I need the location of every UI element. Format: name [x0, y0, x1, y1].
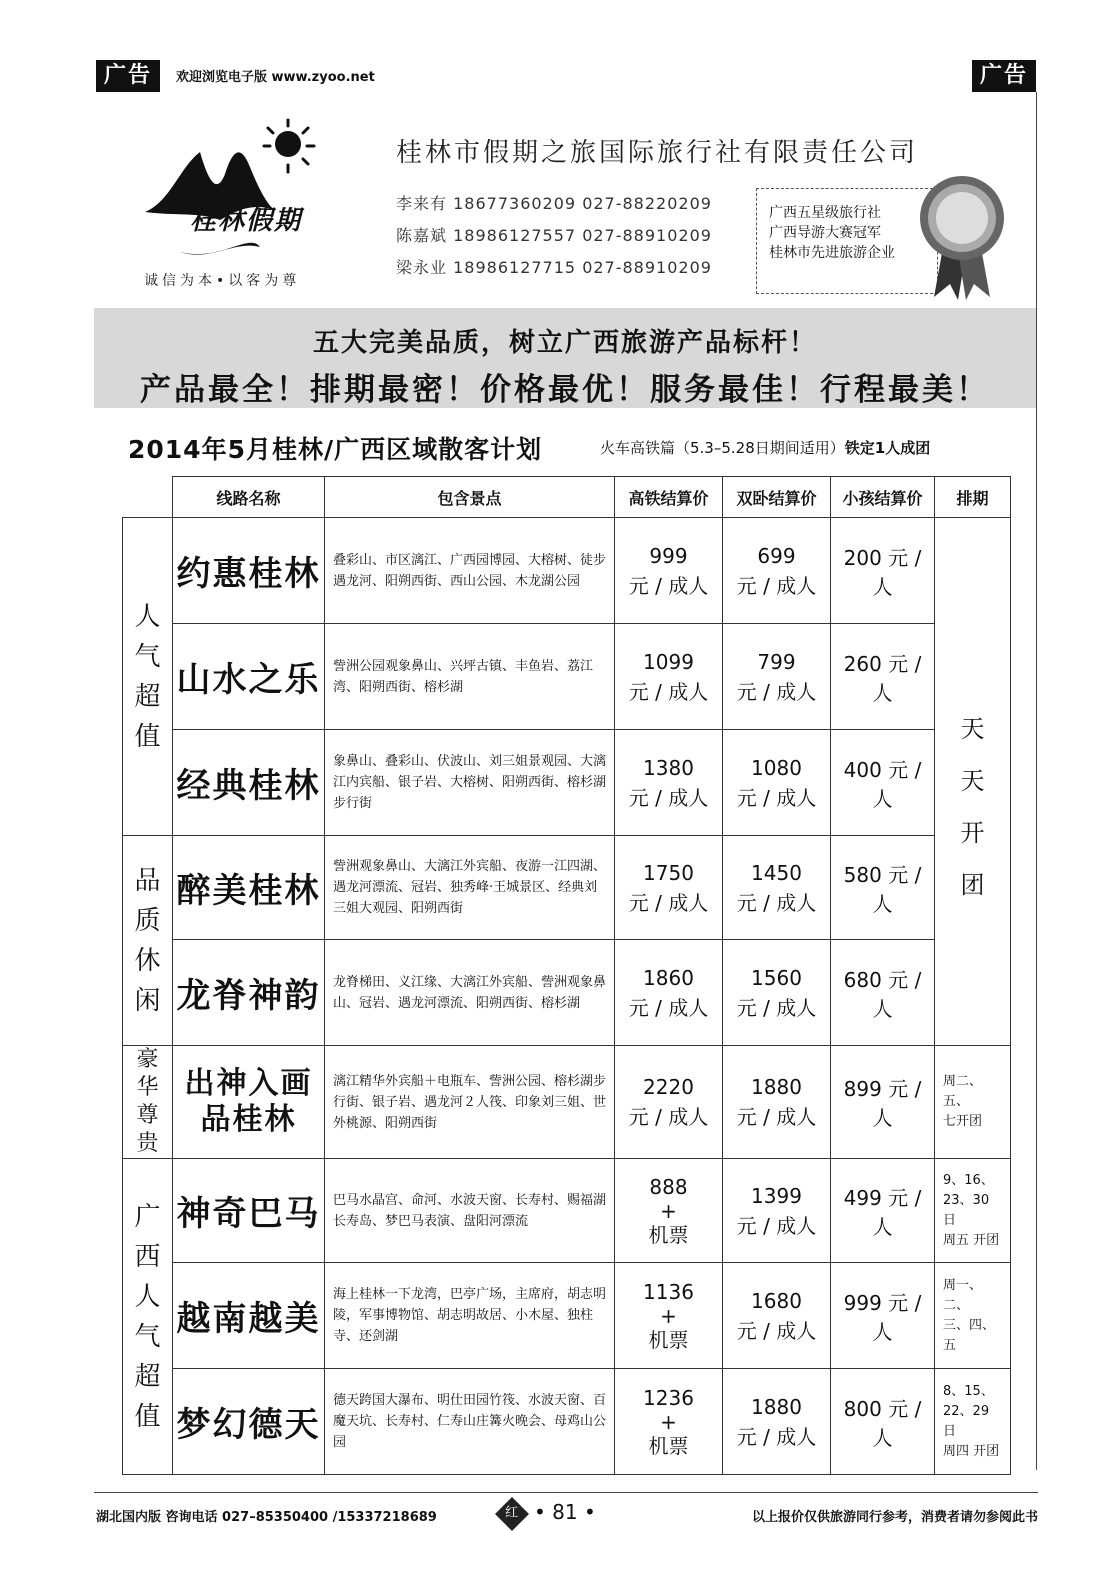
child-price	[831, 518, 935, 624]
rail-price	[615, 1369, 723, 1475]
route-name: 越南越美	[173, 1263, 325, 1369]
price-unit: 元 / 人	[872, 545, 922, 599]
logo-mountains-sun-icon	[140, 112, 360, 272]
table-row[interactable]	[123, 518, 1011, 624]
price-value: 499	[843, 1185, 882, 1210]
price-value: 1236	[643, 1385, 694, 1410]
plan-subtitle	[600, 437, 930, 458]
price-unit: 元 / 人	[872, 651, 922, 705]
contact-row	[396, 220, 712, 252]
price-unit: 元 / 人	[872, 1290, 922, 1344]
price-value: 1560	[751, 965, 802, 990]
sleeper-price	[723, 624, 831, 730]
contact-mobile[interactable]: 18677360209	[453, 194, 577, 213]
contact-name: 李来有	[396, 194, 448, 213]
price-value: 1136	[643, 1279, 694, 1304]
child-price	[831, 1369, 935, 1475]
rail-price	[615, 1263, 723, 1369]
ad-label-left: 广告	[96, 60, 160, 92]
header-category	[123, 477, 173, 518]
rail-price	[615, 730, 723, 836]
price-unit: 元 / 成人	[628, 785, 709, 810]
contact-row	[396, 188, 712, 220]
sleeper-price	[723, 1046, 831, 1159]
rail-price	[615, 1159, 723, 1263]
page-badge-label: 红	[505, 1505, 519, 1521]
route-name: 醉美桂林	[173, 836, 325, 940]
route-spots: 象鼻山、叠彩山、伏波山、刘三姐景观园、大漓江内宾船、银子岩、大榕树、阳朔西街、榕杉湖步行街	[325, 730, 615, 836]
rail-price	[615, 518, 723, 624]
company-name: 桂林市假期之旅国际旅行社有限责任公司	[396, 138, 919, 168]
schedule-line: 23、30 日	[943, 1192, 990, 1228]
sleeper-price	[723, 518, 831, 624]
awards-list	[769, 203, 895, 263]
price-unit: 元 / 成人	[736, 785, 817, 810]
sleeper-price	[723, 730, 831, 836]
price-unit: 元 / 人	[872, 862, 922, 916]
category-label: 人气超值	[134, 601, 161, 752]
page-number: • 81 •	[534, 1500, 596, 1524]
price-unit: 元 / 成人	[628, 1105, 709, 1129]
route-spots: 龙脊梯田、义江缘、大漓江外宾船、訾洲观象鼻山、冠岩、遇龙河漂流、阳朔西街、榕杉湖	[325, 940, 615, 1046]
price-value: 1860	[643, 965, 694, 990]
price-unit: 元 / 成人	[736, 1424, 817, 1449]
child-price	[831, 1159, 935, 1263]
route-name	[173, 1046, 325, 1159]
route-schedule	[935, 1263, 1011, 1369]
price-unit: 元 / 人	[872, 967, 922, 1021]
price-plus: +	[660, 1409, 677, 1434]
route-name: 神奇巴马	[173, 1159, 325, 1263]
child-price	[831, 940, 935, 1046]
route-spots: 德天跨国大瀑布、明仕田园竹筏、水波天窗、百魔天坑、长寿村、仁寿山庄篝火晚会、母鸡山公园	[325, 1369, 615, 1475]
contact-tel[interactable]: 027-88910209	[582, 258, 712, 277]
price-plus: +	[660, 1303, 677, 1328]
category-label: 广西人气超值	[134, 1201, 161, 1432]
price-value: 1750	[643, 860, 694, 885]
welcome-text[interactable]: 欢迎浏览电子版 www.zyoo.net	[176, 70, 375, 85]
child-price	[831, 1046, 935, 1159]
schedule-line: 9、16、	[943, 1172, 994, 1188]
price-plus: +	[660, 1198, 677, 1223]
table-row[interactable]	[123, 730, 1011, 836]
price-value: 400	[843, 757, 882, 782]
price-unit: 元 / 成人	[736, 679, 817, 704]
price-value: 1680	[751, 1288, 802, 1313]
price-value: 1380	[643, 755, 694, 780]
company-motto: 诚信为本•以客为尊	[144, 273, 301, 289]
price-value: 1450	[751, 860, 802, 885]
header-schedule: 排期	[935, 477, 1011, 518]
awards-box	[756, 188, 938, 294]
price-unit: 元 / 人	[872, 1077, 922, 1130]
rail-price	[615, 836, 723, 940]
price-unit: 元 / 成人	[736, 890, 817, 915]
route-name: 梦幻德天	[173, 1369, 325, 1475]
route-name: 经典桂林	[173, 730, 325, 836]
award-medal-icon	[914, 172, 1010, 302]
contact-tel[interactable]: 027-88910209	[582, 226, 712, 245]
rail-price	[615, 940, 723, 1046]
page-number-value: 81	[552, 1500, 578, 1524]
schedule-daily-label: 天天开团	[960, 714, 985, 899]
sleeper-price	[723, 1159, 831, 1263]
category-label: 豪华尊贵	[136, 1047, 159, 1156]
category-quality-leisure	[123, 836, 173, 1046]
price-value: 260	[843, 651, 882, 676]
banner-line-2: 产品最全！排期最密！价格最优！服务最佳！行程最美！	[140, 372, 990, 408]
price-value: 1099	[643, 649, 694, 674]
price-unit: 元 / 成人	[736, 1213, 817, 1238]
price-unit: 元 / 成人	[736, 1105, 817, 1129]
banner-line-1: 五大完美品质，树立广西旅游产品标杆！	[312, 328, 817, 358]
route-name: 山水之乐	[173, 624, 325, 730]
price-value: 999	[843, 1290, 882, 1315]
contact-tel[interactable]: 027-88220209	[582, 194, 712, 213]
schedule-line: 三、四、五	[943, 1317, 996, 1353]
schedule-line: 周一、二、	[943, 1277, 983, 1313]
header-child-price: 小孩结算价	[831, 477, 935, 518]
price-unit: 元 / 成人	[628, 995, 709, 1020]
schedule-line: 七开团	[943, 1114, 983, 1129]
header-sleeper-price: 双卧结算价	[723, 477, 831, 518]
route-spots: 巴马水晶宫、命河、水波天窗、长寿村、赐福湖长寿岛、梦巴马表演、盘阳河漂流	[325, 1159, 615, 1263]
award-item: 广西五星级旅行社	[769, 205, 881, 221]
price-value: 1080	[751, 755, 802, 780]
price-unit: 元 / 人	[872, 1396, 922, 1450]
price-value: 888	[649, 1174, 688, 1199]
price-unit: 元 / 成人	[736, 1318, 817, 1343]
route-spots: 漓江精华外宾船＋电瓶车、訾洲公园、榕杉湖步行街、银子岩、遇龙河２人筏、印象刘三姐、世外桃源、阳朔西街	[325, 1046, 615, 1159]
price-value: 999	[649, 543, 688, 568]
table-row[interactable]	[123, 1263, 1011, 1369]
table-header-row	[123, 477, 1011, 518]
price-value: 580	[843, 862, 882, 887]
ad-label-right: 广告	[972, 60, 1036, 92]
contact-name: 陈嘉斌	[396, 226, 448, 245]
slogan-banner	[94, 308, 1036, 408]
contact-row	[396, 252, 712, 284]
child-price	[831, 624, 935, 730]
price-airfare: 机票	[648, 1327, 689, 1352]
price-unit: 元 / 成人	[628, 573, 709, 598]
category-label: 品质休闲	[134, 865, 161, 1016]
contact-mobile[interactable]: 18986127557	[453, 226, 577, 245]
table-row[interactable]	[123, 624, 1011, 730]
company-logo	[140, 112, 360, 292]
schedule-daily	[935, 518, 1011, 1046]
child-price	[831, 836, 935, 940]
route-schedule	[935, 1046, 1011, 1159]
plan-subtitle-period: 火车高铁篇（5.3–5.28日期间适用）	[600, 439, 845, 457]
price-value: 899	[843, 1077, 882, 1101]
route-name-line: 品桂林	[200, 1102, 297, 1137]
route-spots: 訾洲观象鼻山、大漓江外宾船、夜游一江四湖、遇龙河漂流、冠岩、独秀峰·王城景区、经典刘三姐大观园、阳朔西街	[325, 836, 615, 940]
price-value: 1880	[751, 1075, 802, 1099]
price-unit: 元 / 成人	[736, 995, 817, 1020]
category-guangxi-popular	[123, 1159, 173, 1475]
right-margin-line	[1036, 92, 1037, 1470]
price-value: 1399	[751, 1183, 802, 1208]
route-spots: 海上桂林一下龙湾，巴亭广场，主席府，胡志明陵，军事博物馆、胡志明故居、小木屋、独柱寺、还剑湖	[325, 1263, 615, 1369]
table-row[interactable]	[123, 940, 1011, 1046]
table-row[interactable]	[123, 1159, 1011, 1263]
table-row[interactable]	[123, 1046, 1011, 1159]
route-name-line: 出神入画	[184, 1066, 313, 1101]
page-badge-icon	[495, 1497, 529, 1531]
page-number-block	[500, 1500, 610, 1530]
header-spots: 包含景点	[325, 477, 615, 518]
contact-name: 梁永业	[396, 258, 448, 277]
rail-price	[615, 624, 723, 730]
award-item: 桂林市先进旅游企业	[769, 245, 895, 261]
child-price	[831, 730, 935, 836]
route-spots: 叠彩山、市区漓江、广西园博园、大榕树、徒步遇龙河、阳朔西街、西山公园、木龙湖公园	[325, 518, 615, 624]
route-name: 龙脊神韵	[173, 940, 325, 1046]
route-schedule	[935, 1159, 1011, 1263]
price-value: 800	[843, 1396, 882, 1421]
category-popular-value	[123, 518, 173, 836]
price-airfare: 机票	[648, 1433, 689, 1458]
schedule-line: 周二、五、	[943, 1074, 983, 1109]
price-value: 200	[843, 545, 882, 570]
footer-divider	[94, 1492, 1038, 1493]
table-row[interactable]	[123, 1369, 1011, 1475]
contact-mobile[interactable]: 18986127715	[453, 258, 577, 277]
route-schedule	[935, 1369, 1011, 1475]
footer-disclaimer: 以上报价仅供旅游同行参考，消费者请勿参阅此书	[751, 1510, 1038, 1525]
logo-text: 桂林假期	[190, 206, 303, 236]
category-luxury	[123, 1046, 173, 1159]
header-rail-price: 高铁结算价	[615, 477, 723, 518]
child-price	[831, 1263, 935, 1369]
schedule-line: 周五 开团	[943, 1232, 1000, 1248]
sleeper-price	[723, 836, 831, 940]
header-route: 线路名称	[173, 477, 325, 518]
plan-subtitle-guarantee: 铁定1人成团	[844, 439, 931, 457]
rail-price	[615, 1046, 723, 1159]
price-airfare: 机票	[648, 1222, 689, 1247]
price-unit: 元 / 成人	[628, 679, 709, 704]
tour-price-table	[122, 476, 1011, 1475]
award-item: 广西导游大赛冠军	[769, 225, 881, 241]
price-unit: 元 / 人	[872, 1185, 922, 1239]
price-value: 699	[757, 543, 796, 568]
sleeper-price	[723, 1263, 831, 1369]
price-value: 2220	[643, 1075, 694, 1099]
price-value: 680	[843, 967, 882, 992]
price-value: 1880	[751, 1394, 802, 1419]
price-unit: 元 / 成人	[736, 573, 817, 598]
price-value: 799	[757, 649, 796, 674]
schedule-line: 22、29 日	[943, 1403, 990, 1439]
route-name: 约惠桂林	[173, 518, 325, 624]
schedule-line: 8、15、	[943, 1383, 994, 1399]
table-row[interactable]	[123, 836, 1011, 940]
schedule-line: 周四 开团	[943, 1443, 1000, 1459]
sleeper-price	[723, 940, 831, 1046]
price-unit: 元 / 成人	[628, 890, 709, 915]
route-spots: 訾洲公园观象鼻山、兴坪古镇、丰鱼岩、荔江湾、阳朔西街、榕杉湖	[325, 624, 615, 730]
price-unit: 元 / 人	[872, 757, 922, 811]
plan-title: 2014年5月桂林/广西区域散客计划	[128, 435, 543, 464]
footer-contact: 湖北国内版 咨询电话 027–85350400 /15337218689	[96, 1510, 437, 1525]
sleeper-price	[723, 1369, 831, 1475]
contact-list	[396, 188, 712, 284]
